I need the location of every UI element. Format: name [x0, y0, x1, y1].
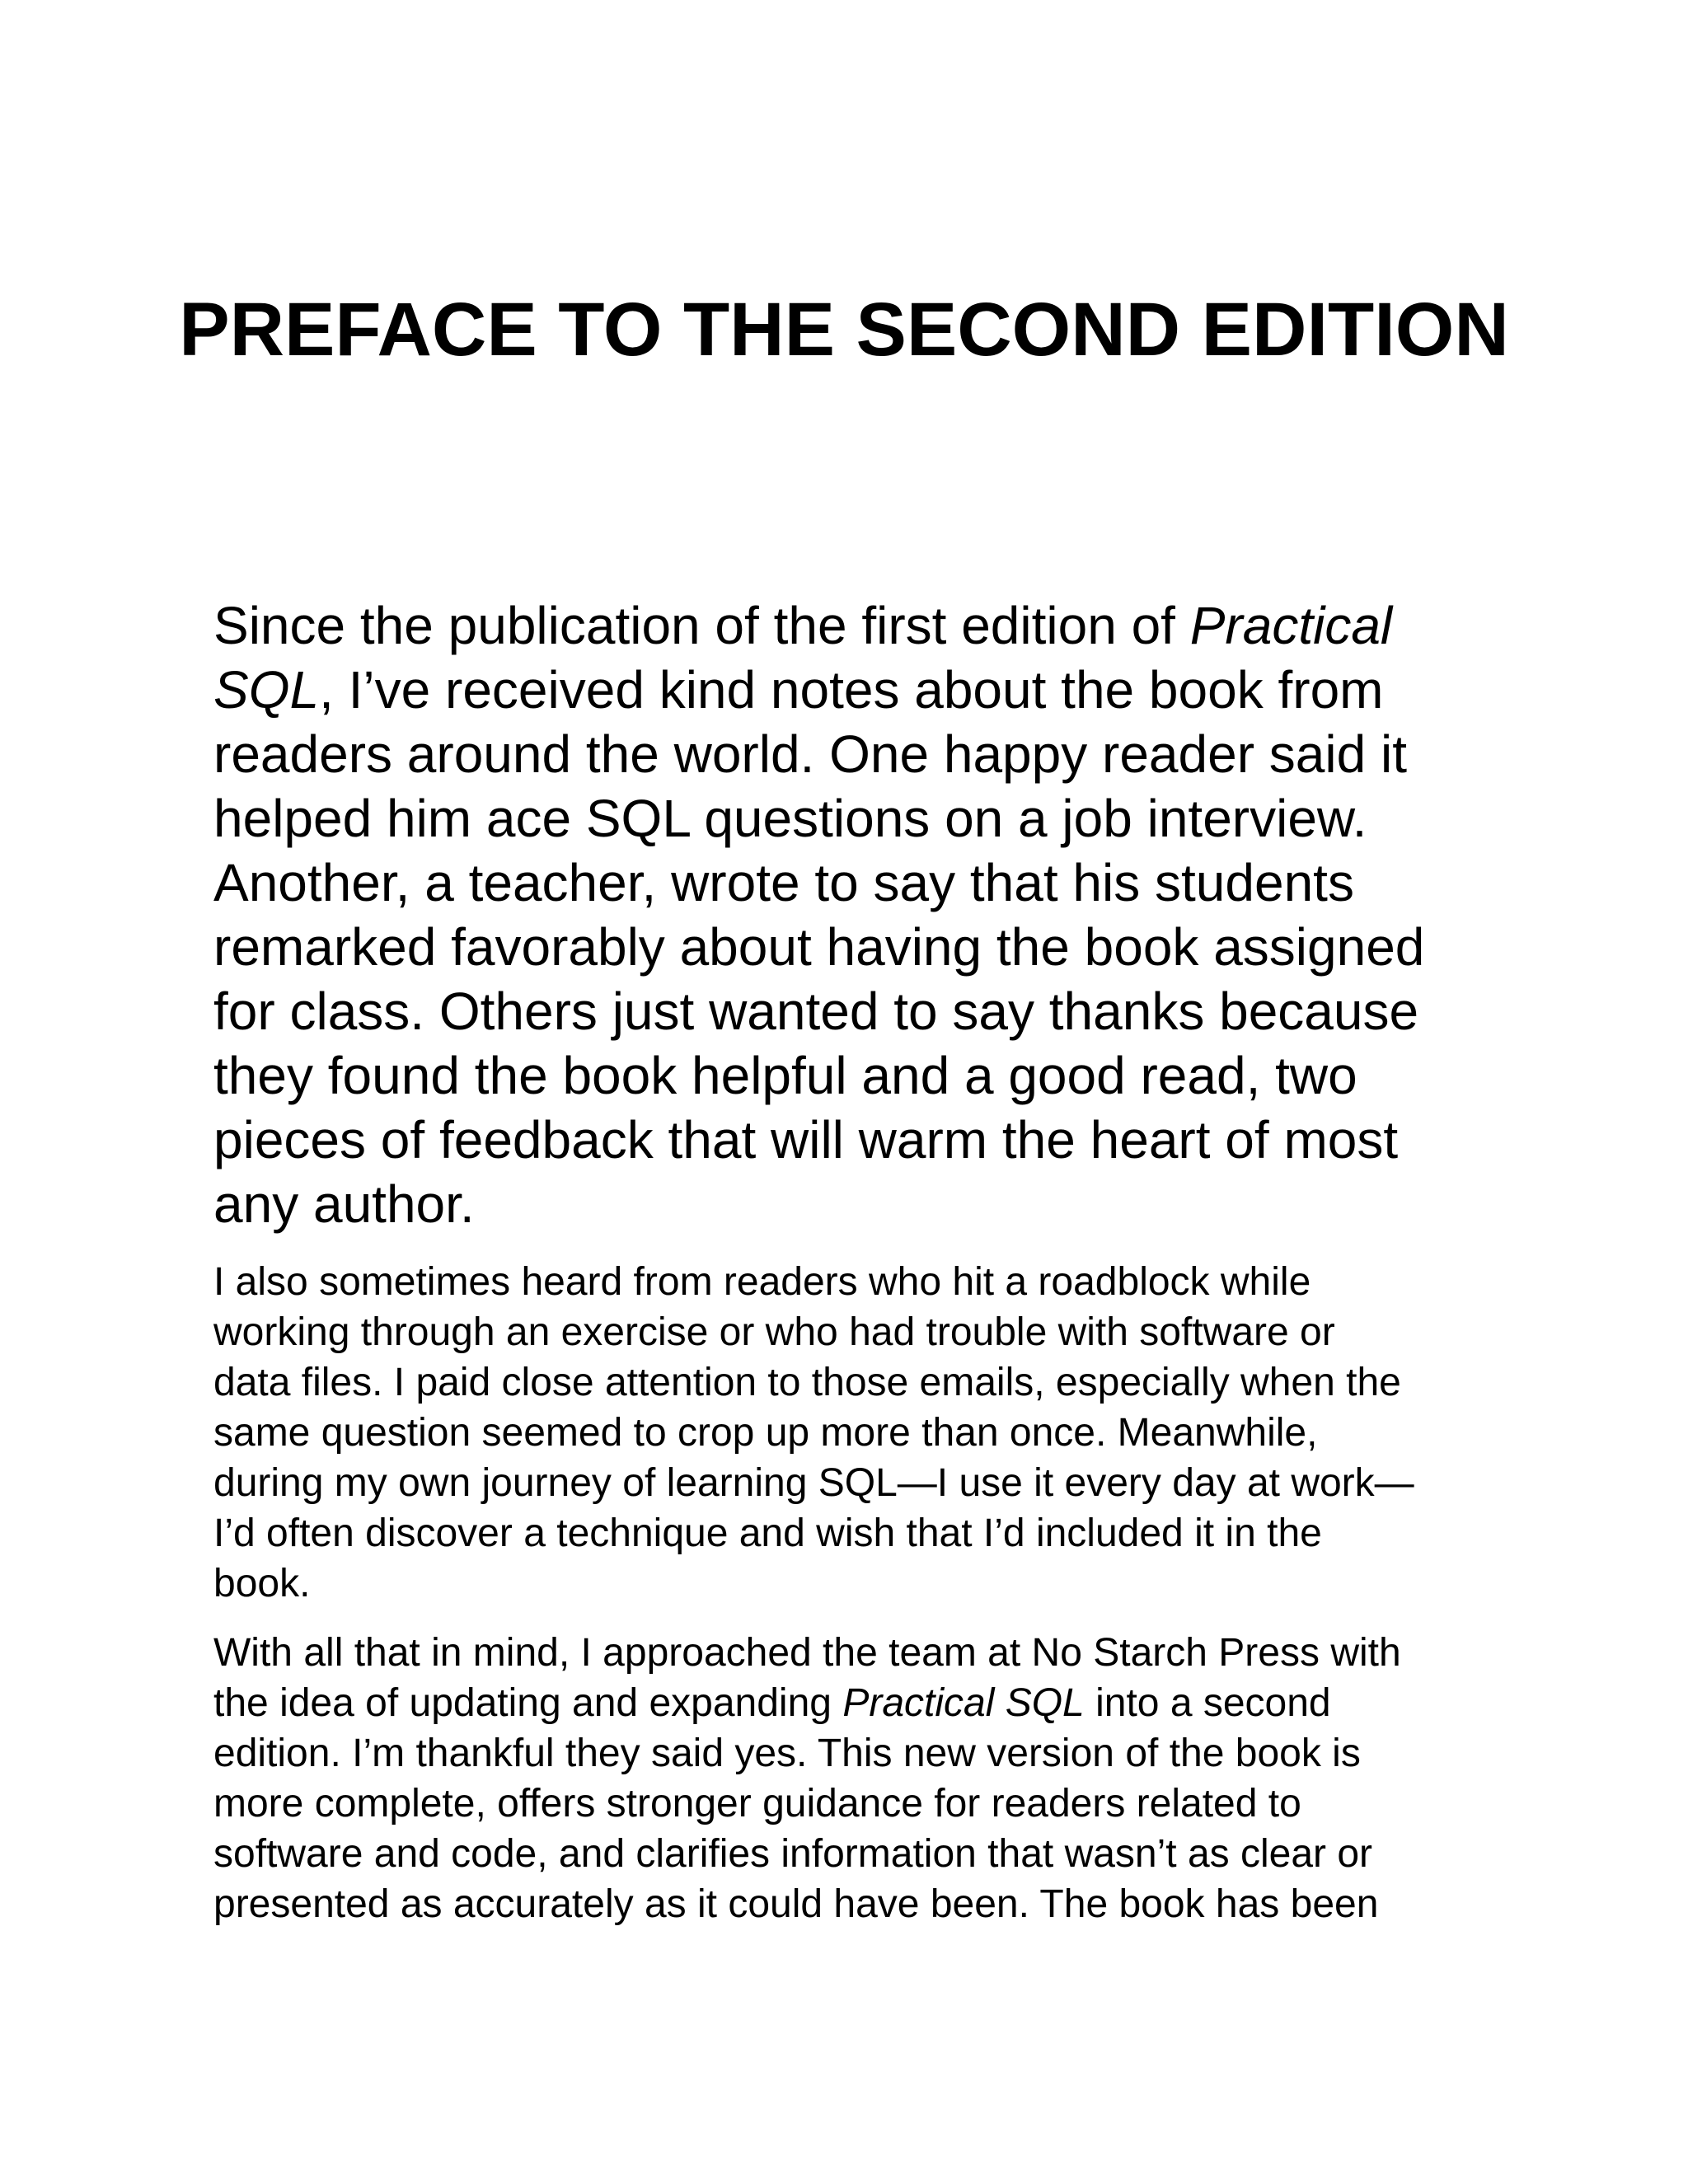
- text-line: [213, 979, 1499, 1043]
- text-segment: into a second: [1084, 1681, 1331, 1725]
- text-line: [213, 1558, 1499, 1609]
- text-segment: I also sometimes heard from readers who hit a roadblock while: [213, 1260, 1311, 1304]
- text-segment: readers around the world. One happy reader said it: [213, 724, 1407, 784]
- text-segment: book.: [213, 1562, 311, 1605]
- text-segment: software and code, and clarifies information that wasn’t as clear or: [213, 1832, 1373, 1876]
- text-line: [213, 1307, 1499, 1357]
- italic-title-text: Practical: [1189, 596, 1393, 655]
- text-line: [213, 1829, 1499, 1879]
- italic-title-text: Practical SQL: [842, 1681, 1085, 1725]
- text-segment: same question seemed to crop up more than once. Meanwhile,: [213, 1411, 1318, 1455]
- text-segment: the idea of updating and expanding: [213, 1681, 843, 1725]
- text-line: [213, 1043, 1499, 1108]
- text-segment: I’d often discover a technique and wish that I’d included it in the: [213, 1511, 1322, 1555]
- italic-title-text: SQL: [213, 660, 320, 719]
- text-line: [213, 593, 1499, 658]
- text-segment: presented as accurately as it could have been. The book has been: [213, 1882, 1379, 1926]
- text-segment: they found the book helpful and a good read, two: [213, 1046, 1357, 1105]
- text-segment: edition. I’m thankful they said yes. This new version of the book is: [213, 1732, 1361, 1775]
- text-segment: remarked favorably about having the book assigned: [213, 917, 1425, 977]
- lead-paragraph: [213, 593, 1499, 1236]
- text-line: [213, 722, 1499, 786]
- chapter-title: PREFACE TO THE SECOND EDITION: [179, 288, 1509, 372]
- text-segment: for class. Others just wanted to say thanks because: [213, 982, 1419, 1041]
- text-line: [213, 915, 1499, 979]
- text-line: [213, 1108, 1499, 1172]
- text-segment: data files. I paid close attention to those emails, especially when the: [213, 1361, 1401, 1404]
- text-segment: working through an exercise or who had trouble with software or: [213, 1310, 1335, 1354]
- text-line: [213, 1779, 1499, 1829]
- text-line: [213, 1728, 1499, 1779]
- text-line: [213, 851, 1499, 915]
- text-line: [213, 658, 1499, 722]
- text-segment: pieces of feedback that will warm the heart of most: [213, 1110, 1399, 1169]
- text-segment: With all that in mind, I approached the team at No Starch Press with: [213, 1631, 1401, 1675]
- text-segment: more complete, offers stronger guidance for readers related to: [213, 1782, 1301, 1825]
- text-line: [213, 1508, 1499, 1558]
- text-line: [213, 1678, 1499, 1728]
- text-segment: helped him ace SQL questions on a job interview.: [213, 789, 1367, 848]
- text-line: [213, 786, 1499, 851]
- text-segment: Since the publication of the first edition of: [213, 596, 1190, 655]
- text-segment: any author.: [213, 1174, 475, 1234]
- text-line: [213, 1628, 1499, 1678]
- text-line: [213, 1458, 1499, 1508]
- text-line: [213, 1357, 1499, 1408]
- text-segment: Another, a teacher, wrote to say that his students: [213, 853, 1354, 912]
- text-segment: during my own journey of learning SQL—I use it every day at work—: [213, 1461, 1414, 1505]
- text-line: [213, 1879, 1499, 1929]
- text-line: [213, 1408, 1499, 1458]
- text-segment: , I’ve received kind notes about the book from: [319, 660, 1384, 719]
- body-paragraph: [213, 1257, 1499, 1609]
- text-line: [213, 1257, 1499, 1307]
- text-line: [213, 1172, 1499, 1236]
- body-paragraph: [213, 1628, 1499, 1929]
